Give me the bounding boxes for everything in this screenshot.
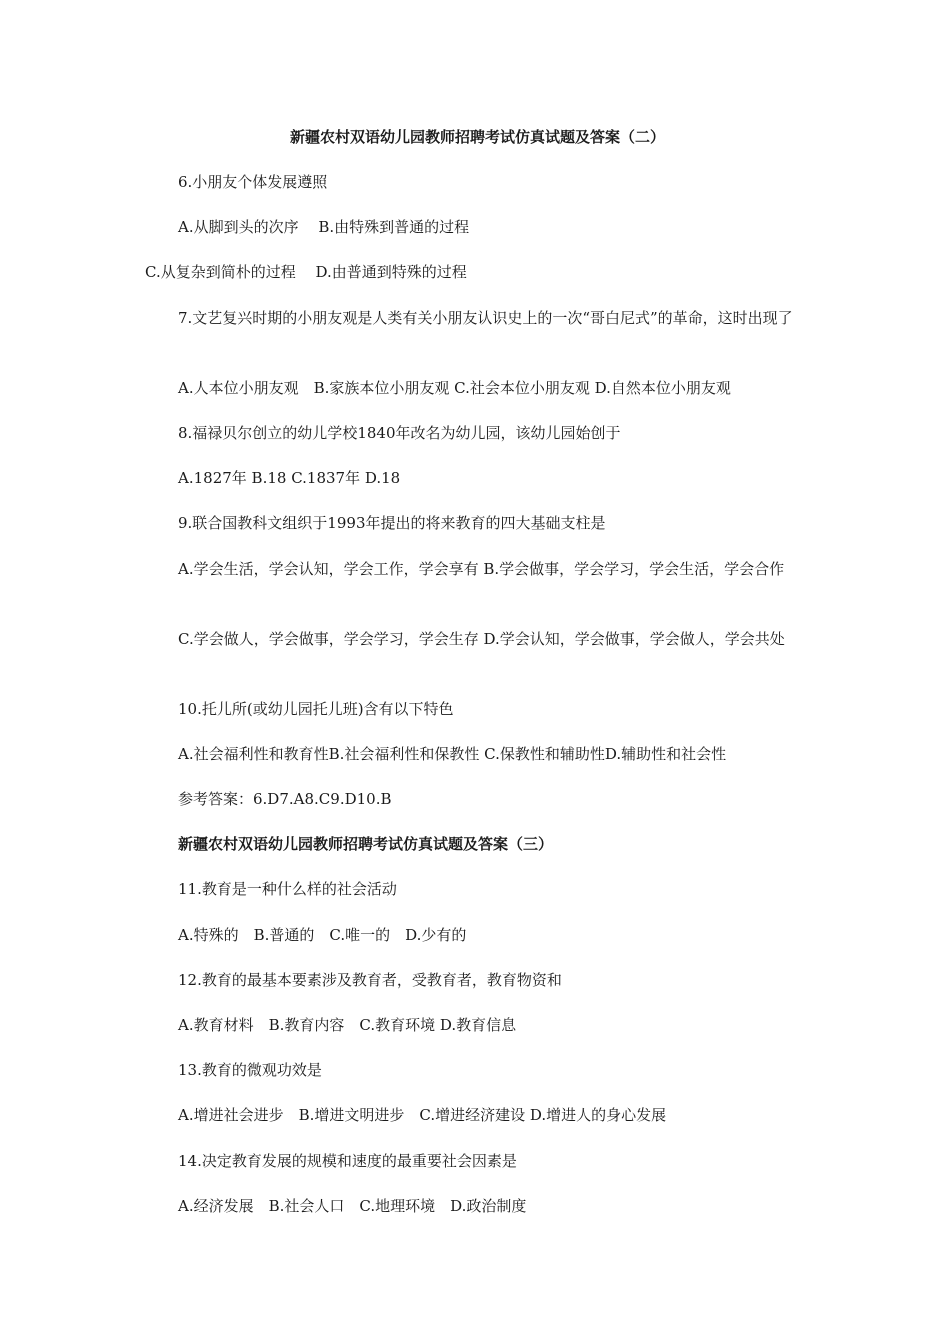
question-11-options: A.特殊的 B.普通的 C.唯一的 D.少有的 xyxy=(178,926,467,944)
question-12: 12.教育的最基本要素涉及教育者，受教育者，教育物资和 xyxy=(178,971,562,989)
question-13-options: A.增进社会进步 B.增进文明进步 C.增进经济建设 D.增进人的身心发展 xyxy=(178,1106,667,1124)
question-6-options-cd: C.从复杂到简朴的过程 D.由普通到特殊的过程 xyxy=(145,263,467,281)
section-title-2: 新疆农村双语幼儿园教师招聘考试仿真试题及答案（二） xyxy=(289,128,665,146)
question-12-options: A.教育材料 B.教育内容 C.教育环境 D.教育信息 xyxy=(178,1016,517,1034)
question-8: 8.福禄贝尔创立的幼儿学校1840年改名为幼儿园，该幼儿园始创于 xyxy=(178,424,621,442)
question-6-options-ab: A.从脚到头的次序 B.由特殊到普通的过程 xyxy=(178,218,470,236)
question-7-options: A.人本位小朋友观 B.家族本位小朋友观 C.社会本位小朋友观 D.自然本位小朋友观 xyxy=(178,379,731,397)
question-9: 9.联合国教科文组织于1993年提出的将来教育的四大基础支柱是 xyxy=(178,514,606,532)
question-10-options: A.社会福利性和教育性B.社会福利性和保教性 C.保教性和辅助性D.辅助性和社会性 xyxy=(178,745,727,763)
question-7: 7.文艺复兴时期的小朋友观是人类有关小朋友认识史上的一次“哥白尼式”的革命，这时出现了 xyxy=(178,309,793,327)
question-9-options-ab: A.学会生活，学会认知，学会工作，学会享有 B.学会做事，学会学习，学会生活，学会合作 xyxy=(178,560,785,578)
question-13: 13.教育的微观功效是 xyxy=(178,1061,322,1079)
question-14: 14.决定教育发展的规模和速度的最重要社会因素是 xyxy=(178,1152,517,1170)
question-6: 6.小朋友个体发展遵照 xyxy=(178,173,328,191)
question-10: 10.托儿所(或幼儿园托儿班)含有以下特色 xyxy=(178,700,454,718)
question-9-options-cd: C.学会做人，学会做事，学会学习，学会生存 D.学会认知，学会做事，学会做人，学会共处 xyxy=(178,630,785,648)
question-11: 11.教育是一种什么样的社会活动 xyxy=(178,880,397,898)
question-8-options: A.1827年 B.18 C.1837年 D.18 xyxy=(178,469,401,487)
section-title-3: 新疆农村双语幼儿园教师招聘考试仿真试题及答案（三） xyxy=(178,835,554,853)
answer-key: 参考答案：6.D7.A8.C9.D10.B xyxy=(178,790,392,808)
question-14-options: A.经济发展 B.社会人口 C.地理环境 D.政治制度 xyxy=(178,1197,527,1215)
